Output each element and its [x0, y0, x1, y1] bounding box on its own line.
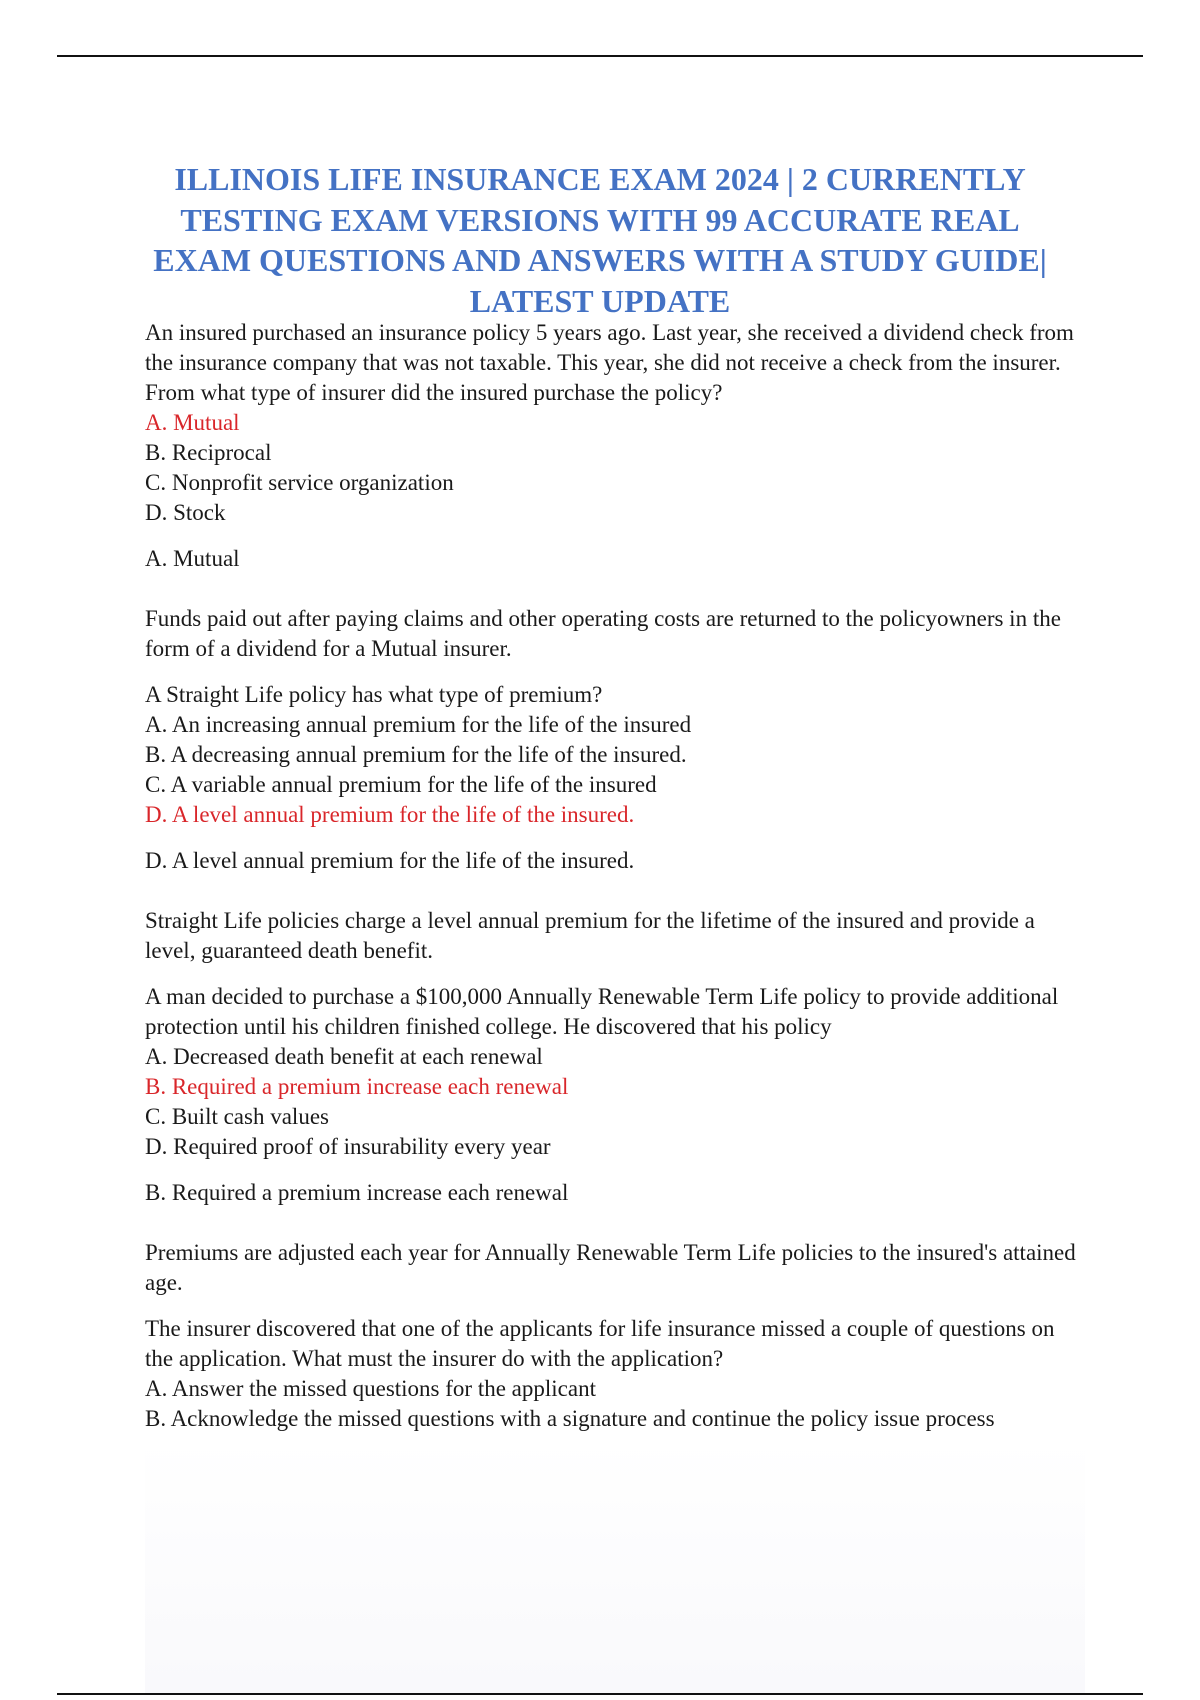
option: A. Answer the missed questions for the applicant	[145, 1376, 596, 1401]
title-line: LATEST UPDATE	[469, 282, 731, 319]
option-list	[145, 1042, 1085, 1162]
explanation-text: Funds paid out after paying claims and other operating costs are returned to the policyowners in the form of a dividend for a Mutual insurer.	[145, 606, 1061, 661]
question-text: An insured purchased an insurance policy 5 years ago. Last year, she received a dividend check from the insurance company that was not taxable. This year, she did not receive a check from the insurer. From what type of insurer did the insured purchase the policy?	[145, 320, 1074, 405]
option: C. A variable annual premium for the life of the insured	[145, 772, 657, 797]
question-block-1	[145, 318, 1085, 664]
answer-text: D. A level annual premium for the life of the insured.	[145, 848, 635, 873]
title-line: ILLINOIS LIFE INSURANCE EXAM 2024 | 2 CURRENTLY	[174, 161, 1026, 198]
question-text: A Straight Life policy has what type of premium?	[145, 682, 603, 707]
preview-fade-overlay	[145, 1440, 1085, 1695]
questions-list	[145, 318, 1085, 1450]
title-line: EXAM QUESTIONS AND ANSWERS WITH A STUDY GUIDE|	[153, 242, 1047, 279]
option: B. Acknowledge the missed questions with a signature and continue the policy issue process	[145, 1406, 995, 1431]
top-rule	[57, 55, 1143, 57]
option-correct: B. Required a premium increase each renewal	[145, 1074, 569, 1099]
option-list	[145, 1374, 1085, 1434]
answer-text: B. Required a premium increase each renewal	[145, 1180, 569, 1205]
option-list	[145, 710, 1085, 830]
question-block-3	[145, 982, 1085, 1298]
document-title	[120, 159, 1080, 321]
option: C. Built cash values	[145, 1104, 329, 1129]
option: A. Decreased death benefit at each renewal	[145, 1044, 543, 1069]
question-block-4	[145, 1314, 1085, 1434]
option-correct: A. Mutual	[145, 410, 240, 435]
option-list	[145, 408, 1085, 528]
option: D. Required proof of insurability every year	[145, 1134, 551, 1159]
option: A. An increasing annual premium for the life of the insured	[145, 712, 692, 737]
option-correct: D. A level annual premium for the life of the insured.	[145, 802, 635, 827]
option: B. Reciprocal	[145, 440, 272, 465]
title-line: TESTING EXAM VERSIONS WITH 99 ACCURATE REAL	[180, 201, 1020, 238]
option: C. Nonprofit service organization	[145, 470, 454, 495]
question-block-2	[145, 680, 1085, 966]
explanation-text: Straight Life policies charge a level annual premium for the lifetime of the insured and provide a level, guaranteed death benefit.	[145, 908, 1035, 963]
question-text: The insurer discovered that one of the applicants for life insurance missed a couple of questions on the application. What must the insurer do with the application?	[145, 1316, 1055, 1371]
answer-text: A. Mutual	[145, 546, 240, 571]
explanation-text: Premiums are adjusted each year for Annually Renewable Term Life policies to the insured's attained age.	[145, 1240, 1076, 1295]
option: B. A decreasing annual premium for the life of the insured.	[145, 742, 687, 767]
bottom-rule	[57, 1693, 1143, 1695]
option: D. Stock	[145, 500, 226, 525]
question-text: A man decided to purchase a $100,000 Annually Renewable Term Life policy to provide additional protection until his children finished college. He discovered that his policy	[145, 984, 1059, 1039]
